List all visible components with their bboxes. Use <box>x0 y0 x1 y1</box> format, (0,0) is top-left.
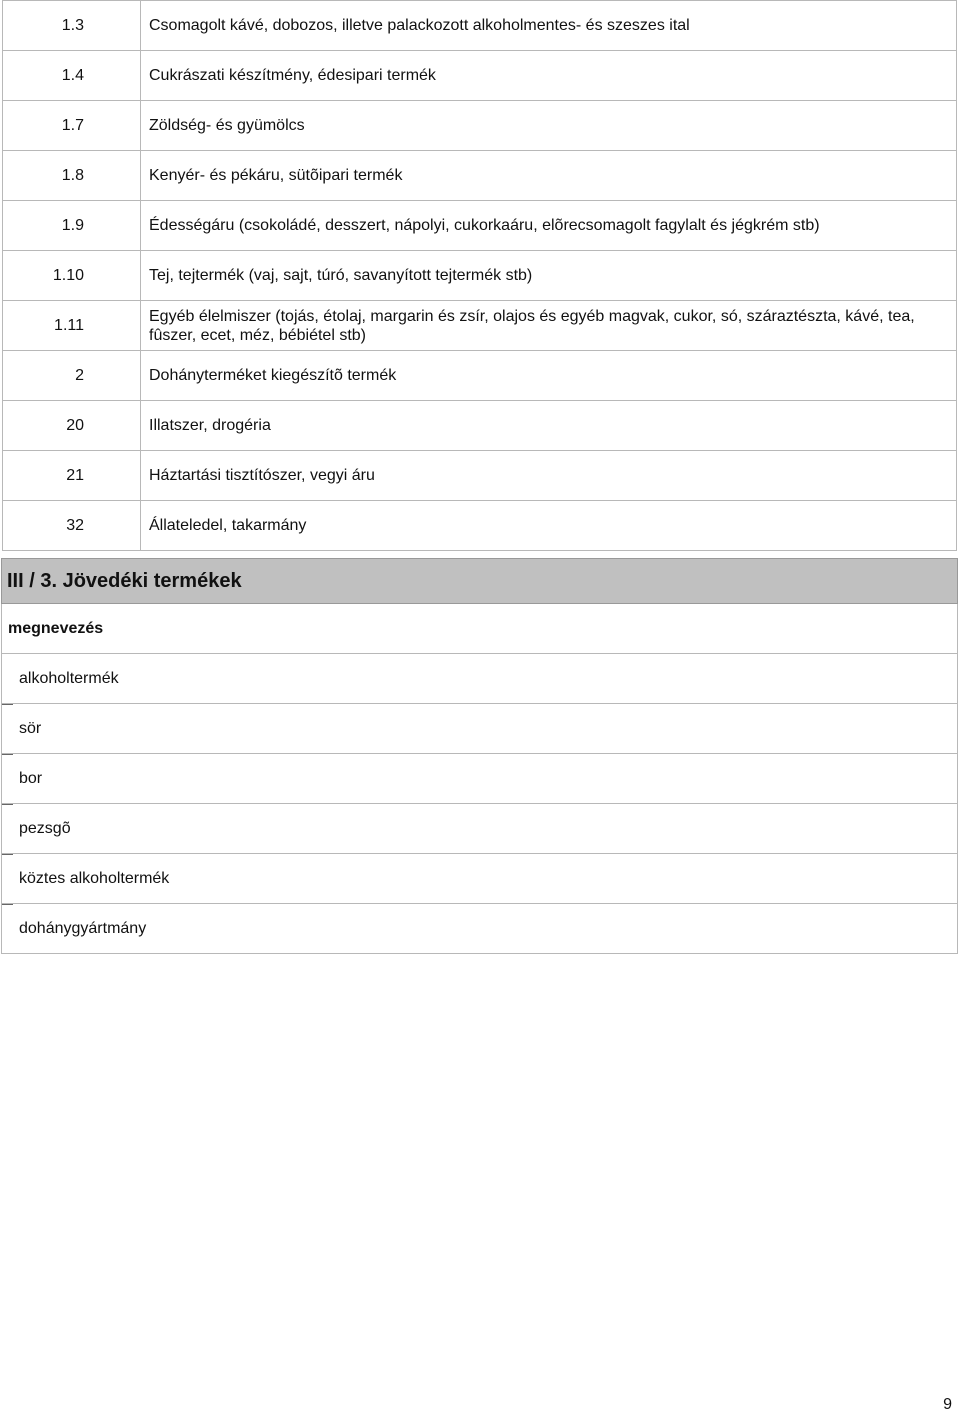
category-description: Édességáru (csokoládé, desszert, nápolyi, cukorkaáru, elõrecsomagolt fagylalt és jégkrém stb) <box>141 201 957 251</box>
category-description: Zöldség- és gyümölcs <box>141 101 957 151</box>
table-row <box>3 401 957 451</box>
dash-mark <box>2 854 13 855</box>
dash-mark <box>2 804 13 805</box>
table-row <box>2 654 958 704</box>
table-row <box>2 754 958 804</box>
category-code: 1.8 <box>3 151 141 201</box>
table-row <box>2 854 958 904</box>
section-header-row <box>2 559 958 604</box>
table-row <box>3 1 957 51</box>
excise-item <box>2 654 958 704</box>
category-code: 1.11 <box>3 301 141 351</box>
excise-item-label: sör <box>19 719 42 737</box>
excise-item-label: alkoholtermék <box>19 669 119 687</box>
category-code: 32 <box>3 501 141 551</box>
excise-item-label: dohánygyártmány <box>19 919 147 937</box>
category-code: 1.3 <box>3 1 141 51</box>
excise-item <box>2 754 958 804</box>
excise-item-label: köztes alkoholtermék <box>19 869 170 887</box>
category-table <box>2 0 957 551</box>
column-header-row <box>2 604 958 654</box>
dash-mark <box>2 754 13 755</box>
column-header: megnevezés <box>2 604 958 654</box>
excise-item <box>2 704 958 754</box>
category-code: 1.4 <box>3 51 141 101</box>
table-row <box>3 251 957 301</box>
table-row <box>3 451 957 501</box>
table-row <box>2 904 958 954</box>
table-row <box>3 301 957 351</box>
table-row <box>3 151 957 201</box>
table-row <box>3 501 957 551</box>
category-description: Kenyér- és pékáru, sütõipari termék <box>141 151 957 201</box>
excise-item <box>2 904 958 954</box>
excise-item-label: pezsgõ <box>19 819 71 837</box>
category-code: 1.9 <box>3 201 141 251</box>
category-description: Cukrászati készítmény, édesipari termék <box>141 51 957 101</box>
table-row <box>3 101 957 151</box>
category-description: Egyéb élelmiszer (tojás, étolaj, margarin és zsír, olajos és egyéb magvak, cukor, só, száraztészta, kávé, tea, fûszer, ecet, méz, bébiétel stb) <box>141 301 957 351</box>
category-code: 1.10 <box>3 251 141 301</box>
category-description: Tej, tejtermék (vaj, sajt, túró, savanyított tejtermék stb) <box>141 251 957 301</box>
excise-item <box>2 854 958 904</box>
category-description: Csomagolt kávé, dobozos, illetve palackozott alkoholmentes- és szeszes ital <box>141 1 957 51</box>
category-code: 21 <box>3 451 141 501</box>
category-description: Háztartási tisztítószer, vegyi áru <box>141 451 957 501</box>
table-row <box>3 201 957 251</box>
excise-products-table <box>1 558 958 954</box>
table-row <box>3 351 957 401</box>
category-code: 20 <box>3 401 141 451</box>
section-title: III / 3. Jövedéki termékek <box>2 559 958 604</box>
category-description: Illatszer, drogéria <box>141 401 957 451</box>
excise-item-label: bor <box>19 769 43 787</box>
dash-mark <box>2 704 13 705</box>
category-description: Állateledel, takarmány <box>141 501 957 551</box>
table-row <box>2 704 958 754</box>
category-description: Dohányterméket kiegészítõ termék <box>141 351 957 401</box>
category-code: 2 <box>3 351 141 401</box>
page-number: 9 <box>943 1396 952 1413</box>
dash-mark <box>2 904 13 905</box>
table-row <box>3 51 957 101</box>
excise-item <box>2 804 958 854</box>
category-code: 1.7 <box>3 101 141 151</box>
table-row <box>2 804 958 854</box>
